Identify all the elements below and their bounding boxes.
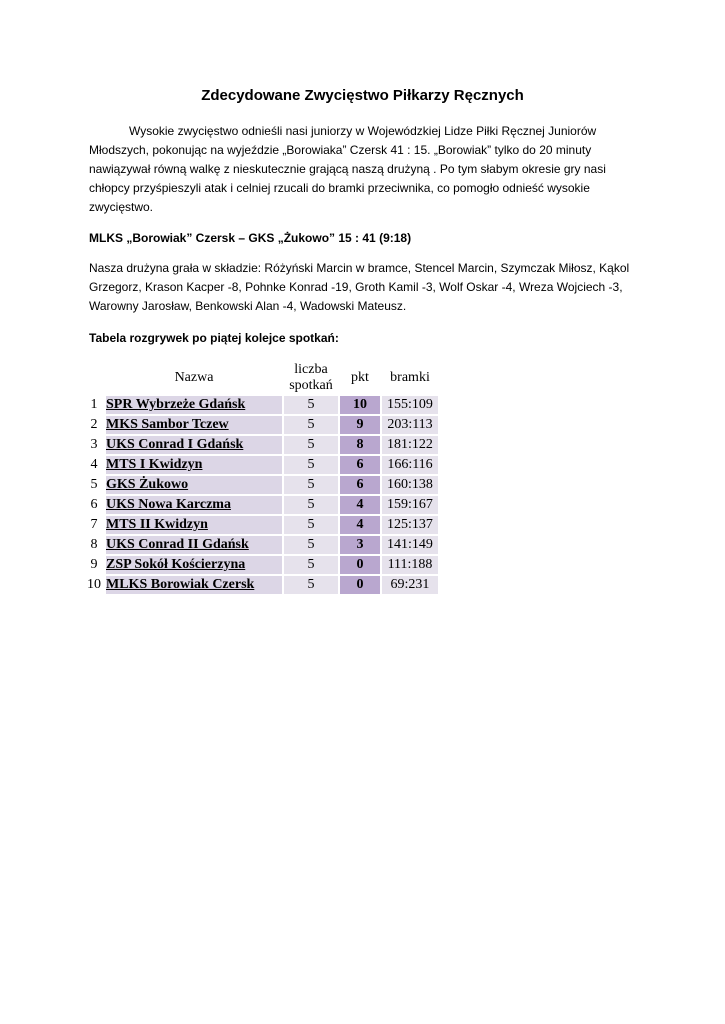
team-name-cell: UKS Nowa Karczma [106, 496, 282, 514]
matches-cell: 5 [284, 516, 338, 534]
points-cell: 4 [340, 496, 380, 514]
points-cell: 9 [340, 416, 380, 434]
table-heading: Tabela rozgrywek po piątej kolejce spotkań: [89, 331, 339, 345]
table-row [84, 456, 438, 474]
points-cell: 6 [340, 456, 380, 474]
rank-cell: 10 [87, 577, 101, 592]
rank-cell: 4 [90, 457, 98, 472]
table-row [84, 416, 438, 434]
table-row [84, 556, 438, 574]
goals-cell: 69:231 [382, 576, 438, 594]
goals-cell: 141:149 [382, 536, 438, 554]
header-goals: bramki [390, 370, 430, 385]
rank-cell: 8 [90, 537, 98, 552]
rank-cell: 1 [90, 397, 98, 412]
points-cell: 4 [340, 516, 380, 534]
header-matches-line1: liczba [294, 362, 328, 377]
rank-cell: 5 [90, 477, 98, 492]
rank-cell: 6 [90, 497, 98, 512]
matches-cell: 5 [284, 536, 338, 554]
goals-cell: 166:116 [382, 456, 438, 474]
rank-cell: 7 [90, 517, 98, 532]
table-row [84, 516, 438, 534]
goals-cell: 159:167 [382, 496, 438, 514]
goals-cell: 181:122 [382, 436, 438, 454]
points-cell: 8 [340, 436, 380, 454]
team-squad: Nasza drużyna grała w składzie: Różyński Marcin w bramce, Stencel Marcin, Szymczak Miłosz, Kąkol Grzegorz, Krason Kacper -8, Pohnke Konrad -19, Groth Kamil -3, Wolf Oskar -4, Wreza Wojciech -3, Warowny Jarosław, Benkowski Alan -4, Wadowski Mateusz. [89, 261, 630, 313]
team-name-cell: MTS II Kwidzyn [106, 516, 282, 534]
matches-cell: 5 [284, 576, 338, 594]
table-row [84, 476, 438, 494]
matches-cell: 5 [284, 416, 338, 434]
matches-cell: 5 [284, 496, 338, 514]
goals-cell: 160:138 [382, 476, 438, 494]
matches-cell: 5 [284, 556, 338, 574]
team-name-cell: UKS Conrad II Gdańsk [106, 536, 282, 554]
points-cell: 0 [340, 556, 380, 574]
matches-cell: 5 [284, 456, 338, 474]
team-name-cell: ZSP Sokół Kościerzyna [106, 556, 282, 574]
goals-cell: 125:137 [382, 516, 438, 534]
team-name-cell: UKS Conrad I Gdańsk [106, 436, 282, 454]
header-name: Nazwa [174, 370, 214, 385]
rank-cell: 2 [90, 417, 98, 432]
team-name-cell: MKS Sambor Tczew [106, 416, 282, 434]
rank-cell: 3 [90, 437, 98, 452]
standings-body [84, 396, 438, 594]
table-row [84, 536, 438, 554]
team-name-cell: GKS Żukowo [106, 476, 282, 494]
table-row [84, 576, 438, 594]
match-result: MLKS „Borowiak” Czersk – GKS „Żukowo” 15 : 41 (9:18) [89, 231, 412, 245]
article-title: Zdecydowane Zwycięstwo Piłkarzy Ręcznych [201, 87, 524, 104]
header-matches [284, 362, 338, 394]
points-cell: 0 [340, 576, 380, 594]
team-name-cell: MTS I Kwidzyn [106, 456, 282, 474]
points-cell: 10 [340, 396, 380, 414]
matches-cell: 5 [284, 396, 338, 414]
article-intro: Wysokie zwycięstwo odnieśli nasi juniorzy w Wojewódzkiej Lidze Piłki Ręcznej Juniorów Młodszych, pokonując na wyjeździe „Borowiaka” Czersk 41 : 15. „Borowiak” tylko do 20 minuty nawiązywał równą walkę z nieskutecznie grającą naszą drużyną . Po tym słabym okresie gry nasi chłopcy przyśpieszyli atak i celniej rzucali do bramki przeciwnika, co pomogło odnieść wysokie zwycięstwo. [89, 124, 606, 214]
team-name-cell: MLKS Borowiak Czersk [106, 576, 282, 594]
points-cell: 3 [340, 536, 380, 554]
table-row [84, 396, 438, 414]
table-row [84, 436, 438, 454]
matches-cell: 5 [284, 476, 338, 494]
header-points: pkt [351, 370, 369, 385]
goals-cell: 203:113 [382, 416, 438, 434]
table-row [84, 496, 438, 514]
points-cell: 6 [340, 476, 380, 494]
header-matches-line2: spotkań [289, 378, 333, 393]
matches-cell: 5 [284, 436, 338, 454]
standings-table [82, 360, 440, 596]
goals-cell: 155:109 [382, 396, 438, 414]
team-name-cell: SPR Wybrzeże Gdańsk [106, 396, 282, 414]
goals-cell: 111:188 [382, 556, 438, 574]
table-header-row [84, 362, 438, 394]
rank-cell: 9 [90, 557, 98, 572]
